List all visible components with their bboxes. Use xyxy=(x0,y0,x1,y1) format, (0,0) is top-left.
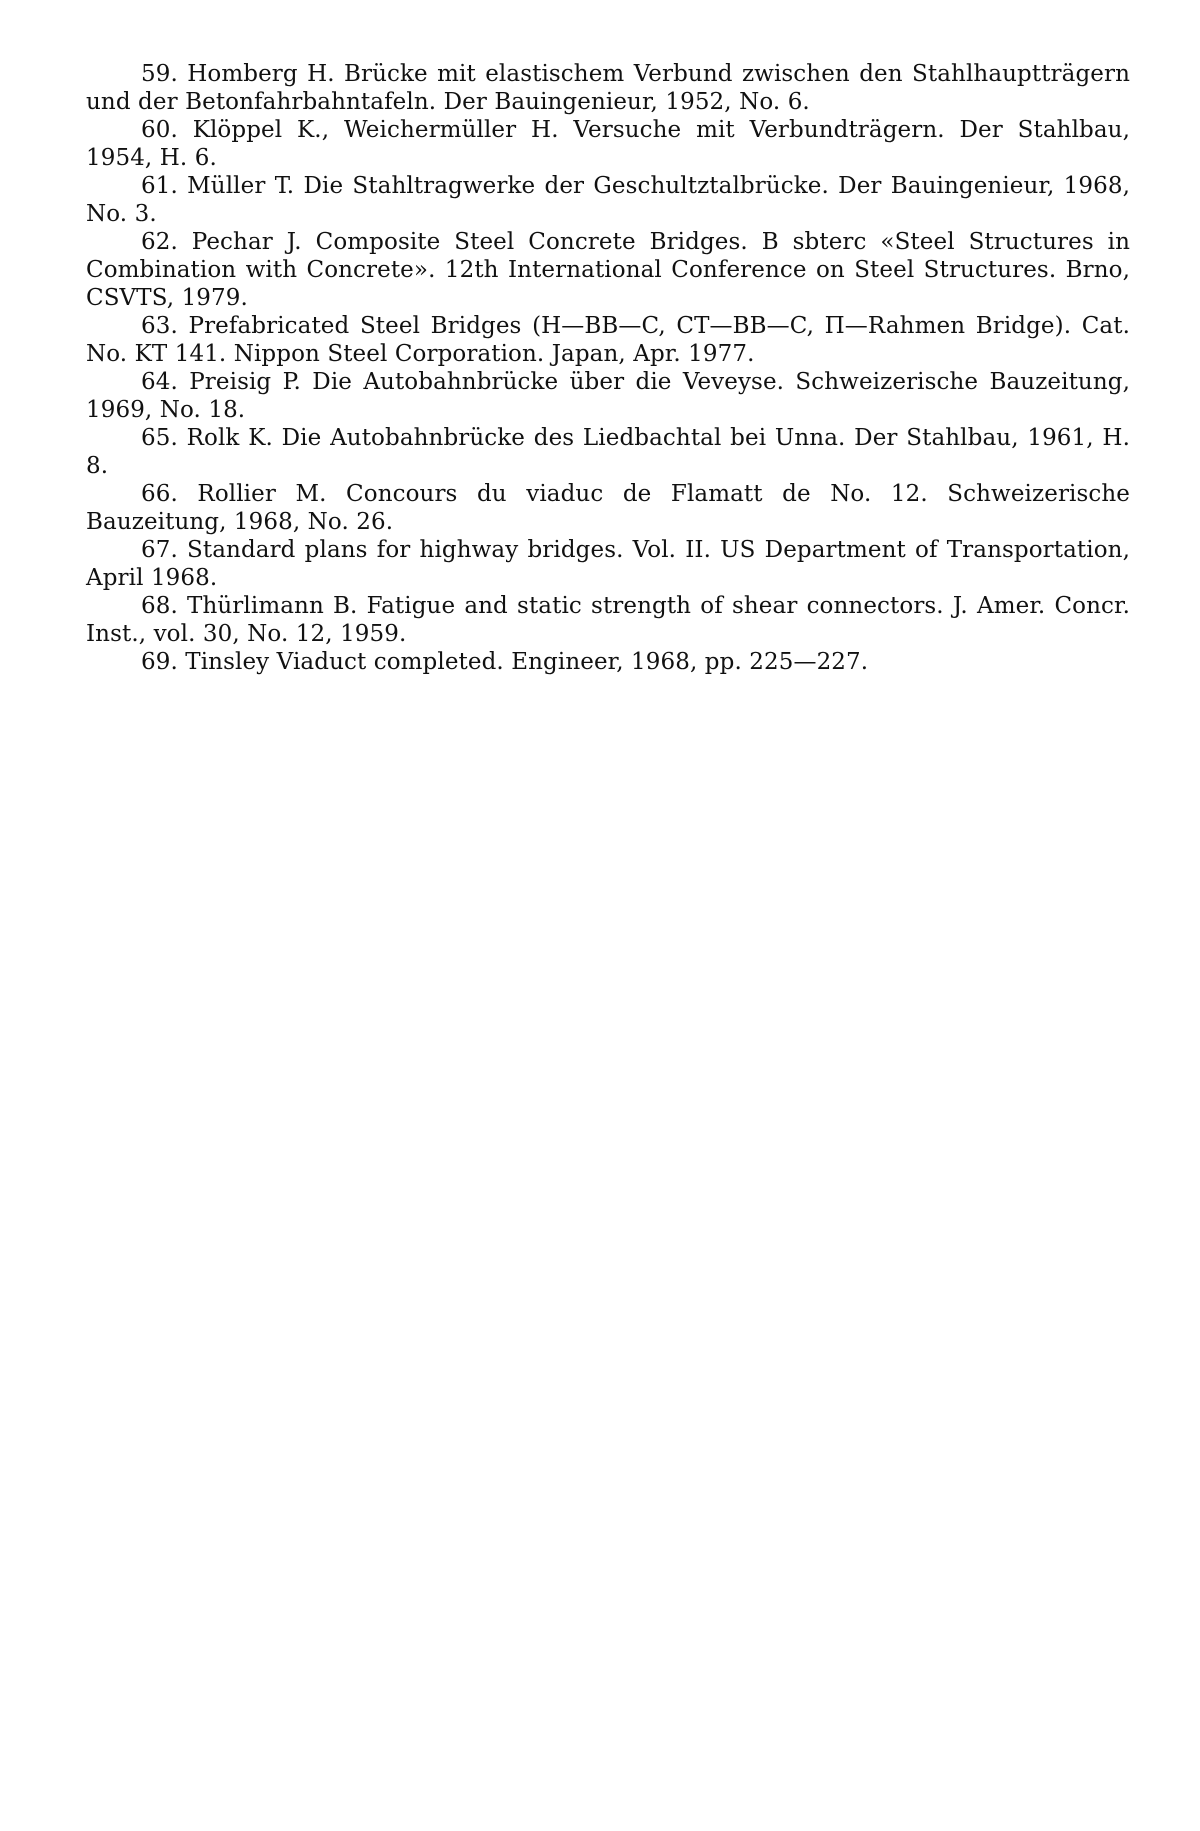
reference-60: 60. Klöppel K., Weichermüller H. Versuche mit Verbundträgern. Der Stahlbau, 1954, H. 6. xyxy=(86,117,1130,171)
reference-59: 59. Homberg H. Brücke mit elastischem Verbund zwischen den Stahlhauptträgern und der Betonfahrbahntafeln. Der Bauingenieur, 1952, No. 6. xyxy=(86,61,1130,115)
reference-69: 69. Tinsley Viaduct completed. Engineer, 1968, pp. 225—227. xyxy=(141,649,869,675)
reference-65: 65. Rolk K. Die Autobahnbrücke des Liedbachtal bei Unna. Der Stahlbau, 1961, H. 8. xyxy=(86,425,1130,479)
reference-62: 62. Pechar J. Composite Steel Concrete Bridges. B sbterc «Steel Structures in Combination with Concrete». 12th International Conference on Steel Structures. Brno, CSVTS, 1979. xyxy=(86,229,1130,311)
reference-63: 63. Prefabricated Steel Bridges (H—BB—C, CT—BB—C, П—Rahmen Bridge). Cat. No. KT 141. Nippon Steel Corporation. Japan, Apr. 1977. xyxy=(86,313,1130,367)
reference-68: 68. Thürlimann B. Fatigue and static strength of shear connectors. J. Amer. Concr. Inst., vol. 30, No. 12, 1959. xyxy=(86,593,1130,647)
reference-64: 64. Preisig P. Die Autobahnbrücke über die Veveyse. Schweizerische Bauzeitung, 1969, No. 18. xyxy=(86,369,1130,423)
reference-list xyxy=(86,60,1130,676)
reference-page xyxy=(86,60,1130,676)
reference-61: 61. Müller T. Die Stahltragwerke der Geschultztalbrücke. Der Bauingenieur, 1968, No. 3. xyxy=(86,173,1130,227)
reference-67: 67. Standard plans for highway bridges. Vol. II. US Department of Transportation, April 1968. xyxy=(86,537,1130,591)
reference-66: 66. Rollier M. Concours du viaduc de Flamatt de No. 12. Schweizerische Bauzeitung, 1968, No. 26. xyxy=(86,481,1130,535)
